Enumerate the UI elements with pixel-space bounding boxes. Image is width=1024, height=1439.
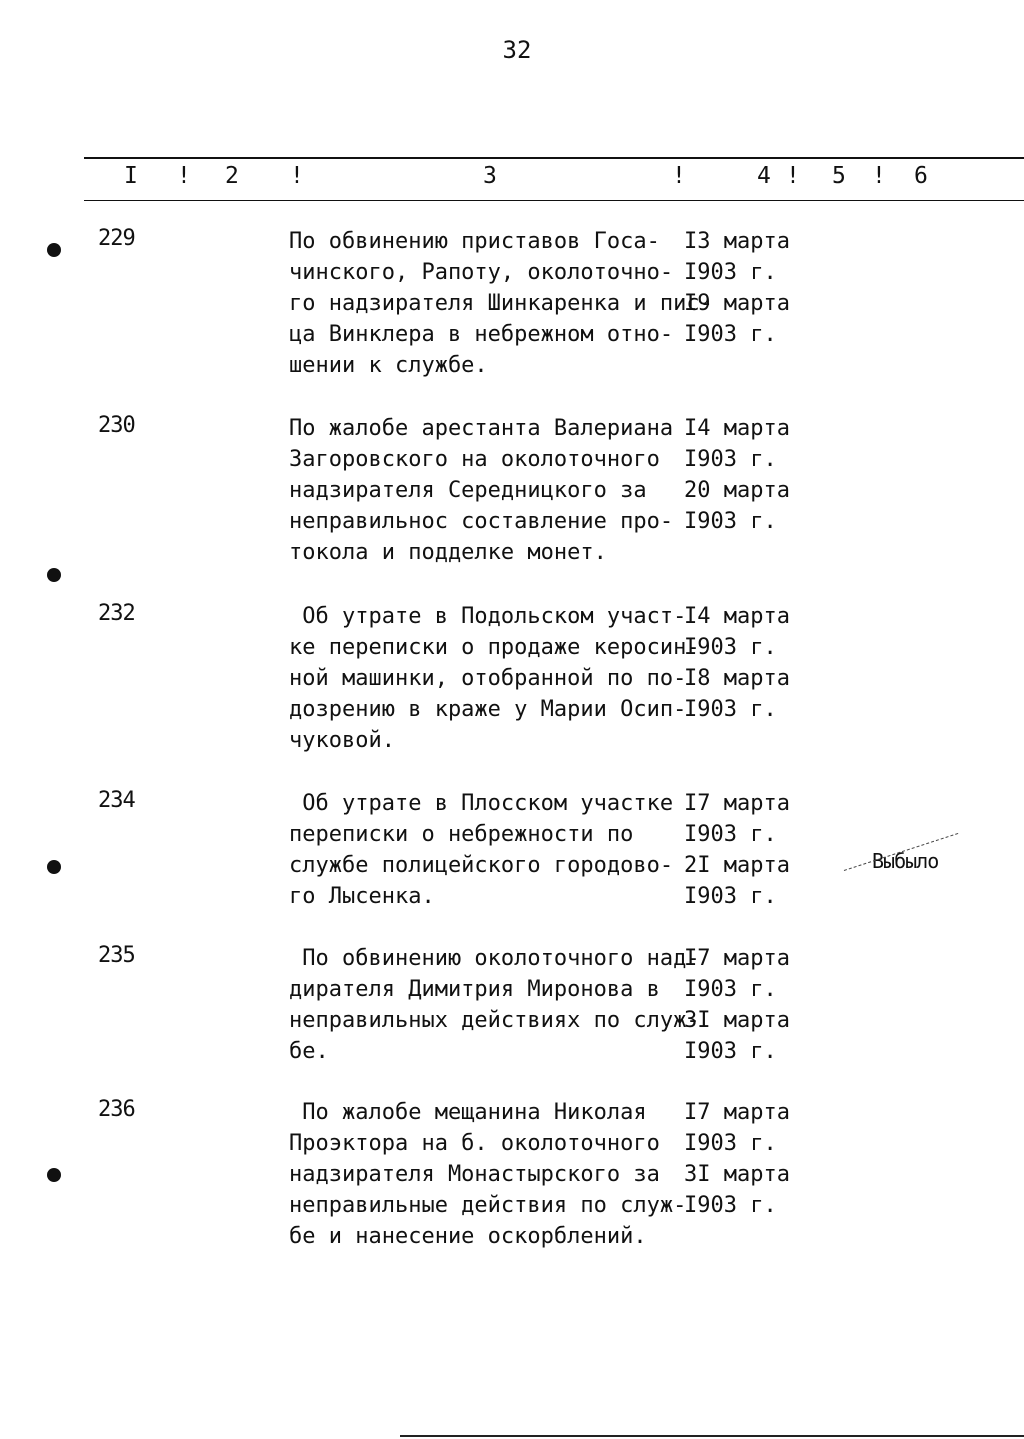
header-col-6: 6 bbox=[914, 163, 928, 189]
row-number: 234 bbox=[98, 788, 135, 813]
row-note: Выбыло bbox=[872, 849, 939, 873]
header-col-1: I bbox=[124, 163, 138, 189]
table-header-top-rule bbox=[84, 157, 1024, 159]
row-description: По жалобе мещанина Николая Проэктора на б. околоточного надзирателя Монастырского за неправильные действия по служ- бе и нанесение оскорблений. bbox=[289, 1100, 687, 1249]
row-number: 235 bbox=[98, 943, 135, 968]
header-separator: ! bbox=[786, 163, 800, 189]
row-number: 230 bbox=[98, 413, 135, 438]
header-separator: ! bbox=[872, 163, 886, 189]
table-header-bottom-rule bbox=[84, 200, 1024, 201]
row-dates: I7 марта I903 г. 2I марта I903 г. bbox=[684, 791, 790, 909]
row-dates: I7 марта I903 г. 3I марта I903 г. bbox=[684, 1100, 790, 1218]
row-number: 229 bbox=[98, 226, 135, 251]
header-col-4: 4 bbox=[757, 163, 771, 189]
header-separator: ! bbox=[290, 163, 304, 189]
page-number: 32 bbox=[502, 36, 532, 64]
row-description: Об утрате в Плосском участке переписки о небрежности по службе полицейского городово- го Лысенка. bbox=[289, 791, 674, 909]
row-dates: I4 марта I903 г. I8 марта I903 г. bbox=[684, 604, 790, 722]
header-col-5: 5 bbox=[832, 163, 846, 189]
row-number: 236 bbox=[98, 1097, 135, 1122]
header-col-2: 2 bbox=[225, 163, 239, 189]
row-description: По жалобе арестанта Валериана Загоровского на околоточного надзирателя Середницкого за неправильнос составление про- токола и подделке монет. bbox=[289, 416, 674, 565]
page-bottom-rule bbox=[400, 1435, 1024, 1437]
punch-hole-mark bbox=[47, 860, 61, 874]
punch-hole-mark bbox=[47, 243, 61, 257]
header-separator: ! bbox=[672, 163, 686, 189]
header-col-3: 3 bbox=[483, 163, 497, 189]
punch-hole-mark bbox=[47, 568, 61, 582]
punch-hole-mark bbox=[47, 1168, 61, 1182]
row-description: По обвинению приставов Госа- чинского, Рапоту, околоточно- го надзирателя Шинкаренка и пис- ца Винклера в небрежном отно- шении к службе. bbox=[289, 229, 713, 378]
row-description: По обвинению околоточного над- дирателя Димитрия Миронова в неправильных действиях по служ- бе. bbox=[289, 946, 700, 1064]
row-dates: I3 марта I903 г. I9 марта I903 г. bbox=[684, 229, 790, 347]
row-number: 232 bbox=[98, 601, 135, 626]
row-description: Об утрате в Подольском участ- ке переписки о продаже керосин- ной машинки, отобранной по по- дозрению в краже у Марии Осип- чуковой. bbox=[289, 604, 700, 753]
row-dates: I7 марта I903 г. 3I марта I903 г. bbox=[684, 946, 790, 1064]
row-dates: I4 марта I903 г. 20 марта I903 г. bbox=[684, 416, 790, 534]
header-separator: ! bbox=[177, 163, 191, 189]
